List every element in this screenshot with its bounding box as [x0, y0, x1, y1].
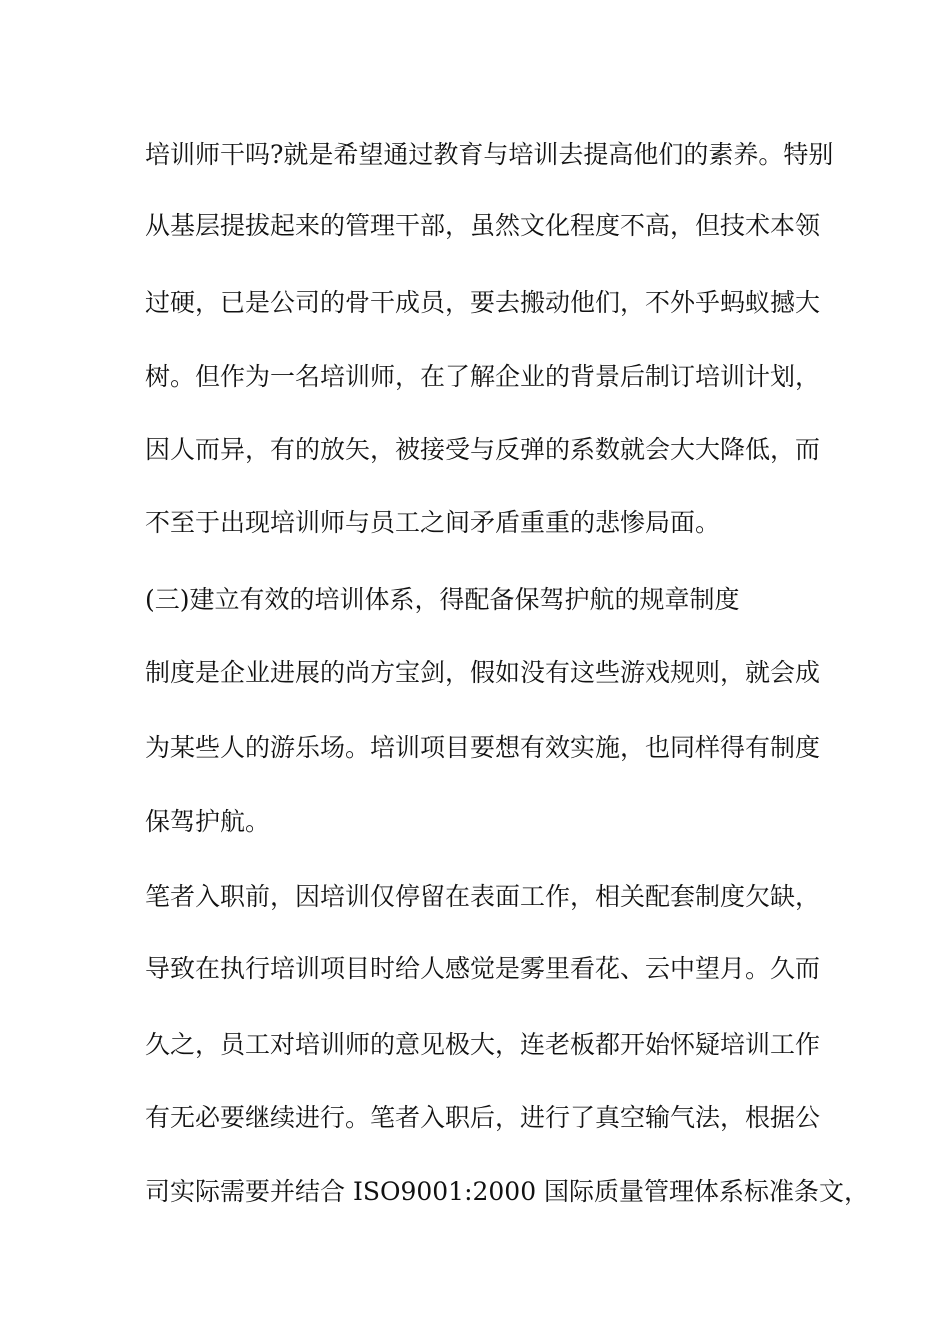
paragraph-line: 从基层提拔起来的管理干部，虽然文化程度不高，但技术本领 [145, 211, 821, 240]
paragraph-line: 司实际需要并结合 ISO9001:2000 国际质量管理体系标准条文， [145, 1177, 870, 1206]
paragraph-line: 导致在执行培训项目时给人感觉是雾里看花、云中望月。久而 [145, 954, 821, 983]
paragraph-line: 不至于出现培训师与员工之间矛盾重重的悲惨局面。 [145, 508, 721, 537]
paragraph-line: 笔者入职前，因培训仅停留在表面工作，相关配套制度欠缺， [145, 882, 821, 911]
paragraph-line: 过硬，已是公司的骨干成员，要去搬动他们，不外乎蚂蚁撼大 [145, 288, 821, 317]
paragraph-line: 为某些人的游乐场。培训项目要想有效实施，也同样得有制度 [145, 733, 821, 762]
paragraph-line: 因人而异，有的放矢，被接受与反弹的系数就会大大降低，而 [145, 435, 821, 464]
paragraph-line: 有无必要继续进行。笔者入职后，进行了真空输气法，根据公 [145, 1103, 821, 1132]
paragraph-line: 培训师干吗?就是希望通过教育与培训去提高他们的素养。特别 [145, 140, 834, 169]
section-heading: (三)建立有效的培训体系，得配备保驾护航的规章制度 [145, 585, 740, 614]
paragraph-line: 制度是企业进展的尚方宝剑，假如没有这些游戏规则，就会成 [145, 658, 821, 687]
paragraph-line: 久之，员工对培训师的意见极大，连老板都开始怀疑培训工作 [145, 1030, 821, 1059]
paragraph-line: 树。但作为一名培训师，在了解企业的背景后制订培训计划， [145, 362, 821, 391]
paragraph-line: 保驾护航。 [145, 807, 271, 836]
